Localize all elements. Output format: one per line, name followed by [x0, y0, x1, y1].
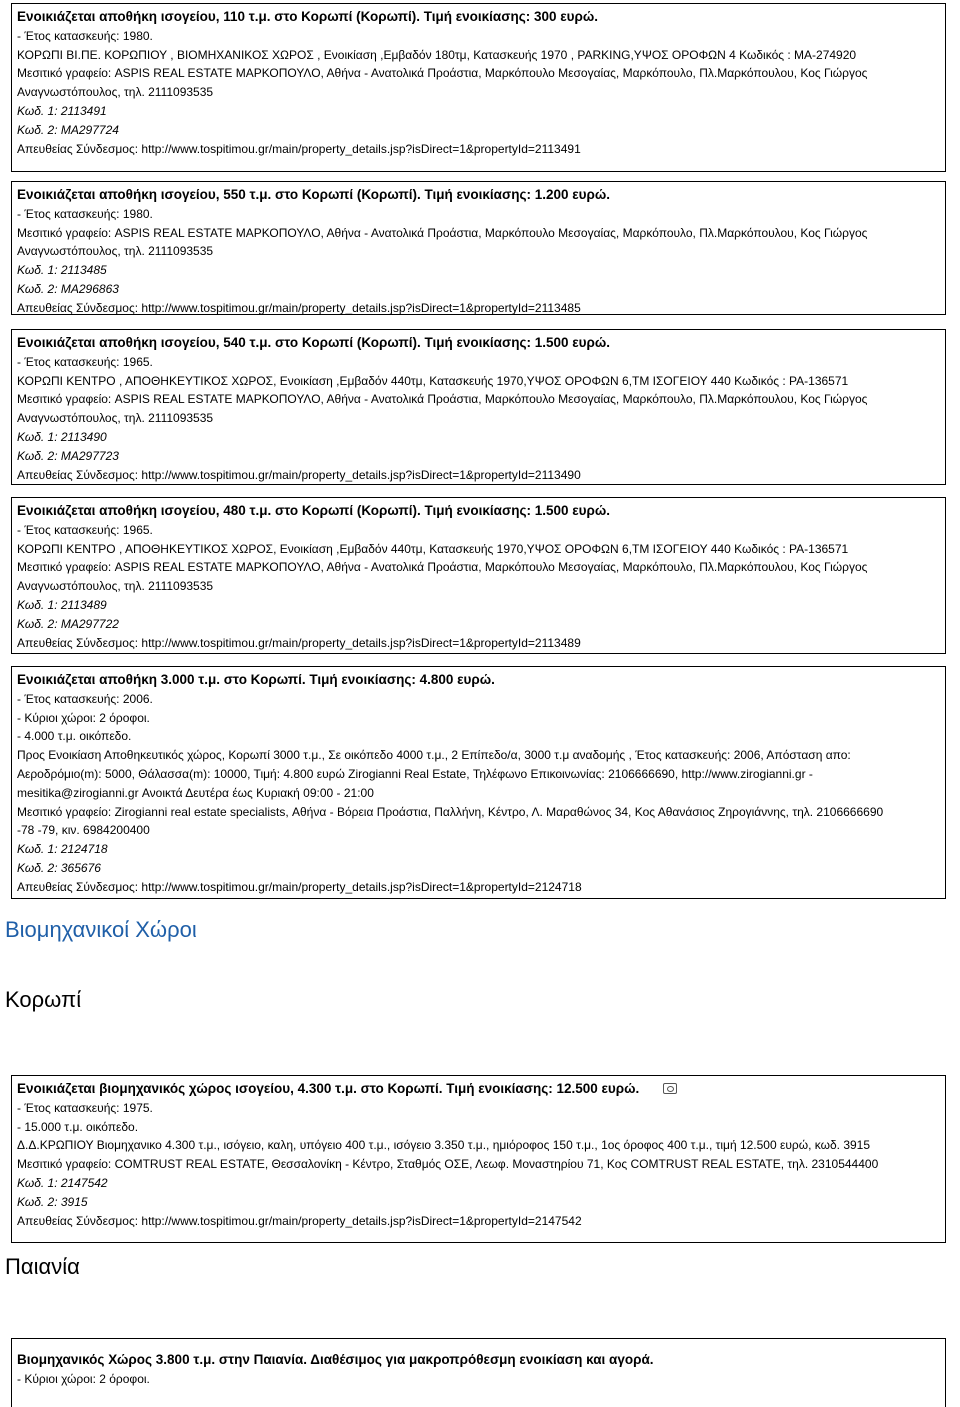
listing-card — [11, 181, 946, 315]
agent-contact: Αναγνωστόπουλος, τηλ. 2111093535 — [17, 85, 214, 100]
listing-card — [11, 1075, 946, 1243]
description-line: Αεροδρόμιο(m): 5000, Θάλασσα(m): 10000, Τιμή: 4.800 ευρώ Zirogianni Real Estate, Τηλέφωνο Επικοινωνίας: 2106666690, http://www.zirogianni.gr - — [17, 766, 813, 781]
direct-link[interactable]: Απευθείας Σύνδεσμος: http://www.tospitimou.gr/main/property_details.jsp?isDirect=1&propertyId=2147542 — [17, 1213, 582, 1228]
section-heading-paiania: Παιανία — [5, 1254, 80, 1279]
listing-title: Ενοικιάζεται αποθήκη ισογείου, 480 τ.μ. στο Κορωπί (Κορωπί). Τιμή ενοικίασης: 1.500 ευρώ. — [17, 503, 611, 518]
direct-link[interactable]: Απευθείας Σύνδεσμος: http://www.tospitimou.gr/main/property_details.jsp?isDirect=1&propertyId=2113491 — [17, 141, 581, 156]
code-1: Κωδ. 1: 2147542 — [17, 1175, 108, 1190]
listing-card — [11, 497, 946, 654]
build-year: - Έτος κατασκευής: 1980. — [17, 206, 153, 221]
listing-card — [11, 329, 946, 485]
code-2: Κωδ. 2: ΜΑ297723 — [17, 448, 119, 463]
description-line: Προς Ενοικίαση Αποθηκευτικός χώρος, Κορωπί 3000 τ.μ., Σε οικόπεδο 4000 τ.μ., 2 Επίπεδο/α, 3000 τ.μ αναδομής , Έτος κατασκευής: 2006, Απόσταση απο: — [17, 748, 851, 763]
agent-info: Μεσιτικό γραφείο: Zirogianni real estate specialists, Αθήνα - Βόρεια Προάστια, Παλλήνη, Κέντρο, Λ. Μαραθώνος 34, Κος Αθανάσιος Ζηρογιάννης, τηλ. 2106666690 — [17, 804, 884, 819]
listing-title: Ενοικιάζεται αποθήκη ισογείου, 540 τ.μ. στο Κορωπί (Κορωπί). Τιμή ενοικίασης: 1.500 ευρώ. — [17, 335, 611, 350]
agent-contact: -78 -79, κιν. 6984200400 — [17, 823, 150, 838]
agent-info: Μεσιτικό γραφείο: ASPIS REAL ESTATE ΜΑΡΚΟΠΟΥΛΟ, Αθήνα - Ανατολικά Προάστια, Μαρκόπουλο Μεσογαίας, Μαρκόπουλο, Πλ.Μαρκόπουλου, Κος Γιώργος — [17, 225, 868, 240]
listing-title: Βιομηχανικός Χώρος 3.800 τ.μ. στην Παιανία. Διαθέσιμος για μακροπρόθεσμη ενοικίαση και αγορά. — [17, 1352, 654, 1367]
agent-info: Μεσιτικό γραφείο: ASPIS REAL ESTATE ΜΑΡΚΟΠΟΥΛΟ, Αθήνα - Ανατολικά Προάστια, Μαρκόπουλο Μεσογαίας, Μαρκόπουλο, Πλ.Μαρκόπουλου, Κος Γιώργος — [17, 66, 868, 81]
agent-info: Μεσιτικό γραφείο: COMTRUST REAL ESTATE, Θεσσαλονίκη - Κέντρο, Σταθμός ΟΣΕ, Λεωφ. Μοναστηρίου 71, Κος COMTRUST REAL ESTATE, τηλ. 2310544400 — [17, 1157, 879, 1172]
code-1: Κωδ. 1: 2113485 — [17, 263, 107, 278]
main-spaces: - Κύριοι χώροι: 2 όροφοι. — [17, 1371, 150, 1386]
code-2: Κωδ. 2: 3915 — [17, 1194, 88, 1209]
description-line: mesitika@zirogianni.gr Ανοικτά Δευτέρα έως Κυριακή 09:00 - 21:00 — [17, 785, 374, 800]
listing-title: Ενοικιάζεται αποθήκη ισογείου, 110 τ.μ. στο Κορωπί (Κορωπί). Τιμή ενοικίασης: 300 ευρώ. — [17, 9, 599, 24]
agent-info: Μεσιτικό γραφείο: ASPIS REAL ESTATE ΜΑΡΚΟΠΟΥΛΟ, Αθήνα - Ανατολικά Προάστια, Μαρκόπουλο Μεσογαίας, Μαρκόπουλο, Πλ.Μαρκόπουλου, Κος Γιώργος — [17, 560, 868, 575]
code-2: Κωδ. 2: ΜΑ296863 — [17, 281, 119, 296]
location-details: ΚΟΡΩΠΙ ΒΙ.ΠΕ. ΚΟΡΩΠΙΟΥ , ΒΙΟΜΗΧΑΝΙΚΟΣ ΧΩΡΟΣ , Ενοικίαση ,Εμβαδόν 180τμ, Κατασκευής 1970 , PARKING,ΥΨΟΣ ΟΡΟΦΩΝ 4 Κωδικός : ΜΑ-274920 — [17, 47, 857, 62]
listing-title: Ενοικιάζεται αποθήκη ισογείου, 550 τ.μ. στο Κορωπί (Κορωπί). Τιμή ενοικίασης: 1.200 ευρώ. — [17, 187, 611, 202]
code-2: Κωδ. 2: ΜΑ297722 — [17, 616, 119, 631]
direct-link[interactable]: Απευθείας Σύνδεσμος: http://www.tospitimou.gr/main/property_details.jsp?isDirect=1&propertyId=2113485 — [17, 300, 581, 315]
code-2: Κωδ. 2: ΜΑ297724 — [17, 122, 119, 137]
build-year: - Έτος κατασκευής: 1965. — [17, 354, 153, 369]
agent-contact: Αναγνωστόπουλος, τηλ. 2111093535 — [17, 244, 214, 259]
listing-card — [11, 1338, 946, 1407]
code-1: Κωδ. 1: 2113489 — [17, 597, 107, 612]
listing-title — [17, 1080, 940, 1099]
code-1: Κωδ. 1: 2124718 — [17, 842, 108, 857]
listing-card — [11, 666, 946, 899]
section-heading-industrial: Βιομηχανικοί Χώροι — [5, 917, 197, 942]
main-spaces: - Κύριοι χώροι: 2 όροφοι. — [17, 710, 150, 725]
plot-size: - 15.000 τ.μ. οικόπεδο. — [17, 1119, 139, 1134]
build-year: - Έτος κατασκευής: 1980. — [17, 28, 153, 43]
code-1: Κωδ. 1: 2113491 — [17, 103, 107, 118]
direct-link[interactable]: Απευθείας Σύνδεσμος: http://www.tospitimou.gr/main/property_details.jsp?isDirect=1&propertyId=2124718 — [17, 879, 582, 894]
agent-contact: Αναγνωστόπουλος, τηλ. 2111093535 — [17, 411, 214, 426]
direct-link[interactable]: Απευθείας Σύνδεσμος: http://www.tospitimou.gr/main/property_details.jsp?isDirect=1&propertyId=2113489 — [17, 635, 581, 650]
plot-size: - 4.000 τ.μ. οικόπεδο. — [17, 729, 132, 744]
section-heading-koropi: Κορωπί — [5, 987, 82, 1012]
code-1: Κωδ. 1: 2113490 — [17, 429, 107, 444]
photo-icon[interactable] — [663, 1083, 677, 1094]
location-details: ΚΟΡΩΠΙ ΚΕΝΤΡΟ , ΑΠΟΘΗΚΕΥΤΙΚΟΣ ΧΩΡΟΣ, Ενοικίαση ,Εμβαδόν 440τμ, Κατασκευής 1970,ΥΨΟΣ ΟΡΟΦΩΝ 6,ΤΜ ΙΣΟΓΕΙΟΥ 440 Κωδικός : ΡΑ-136571 — [17, 541, 849, 556]
listing-card — [11, 3, 946, 172]
description-line: Δ.Δ.ΚΡΩΠΙΟΥ Βιομηχανικο 4.300 τ.μ., ισόγειο, καλη, υπόγειο 400 τ.μ., ισόγειο 3.350 τ.μ., ημιόροφος 150 τ.μ., 1ος όροφος 400 τ.μ., τιμή 12.500 ευρώ, κωδ. 3915 — [17, 1138, 871, 1153]
location-details: ΚΟΡΩΠΙ ΚΕΝΤΡΟ , ΑΠΟΘΗΚΕΥΤΙΚΟΣ ΧΩΡΟΣ, Ενοικίαση ,Εμβαδόν 440τμ, Κατασκευής 1970,ΥΨΟΣ ΟΡΟΦΩΝ 6,ΤΜ ΙΣΟΓΕΙΟΥ 440 Κωδικός : ΡΑ-136571 — [17, 373, 849, 388]
agent-contact: Αναγνωστόπουλος, τηλ. 2111093535 — [17, 579, 214, 594]
build-year: - Έτος κατασκευής: 1965. — [17, 522, 153, 537]
code-2: Κωδ. 2: 365676 — [17, 860, 101, 875]
build-year: - Έτος κατασκευής: 2006. — [17, 691, 153, 706]
listing-title: Ενοικιάζεται αποθήκη 3.000 τ.μ. στο Κορωπί. Τιμή ενοικίασης: 4.800 ευρώ. — [17, 672, 495, 687]
agent-info: Μεσιτικό γραφείο: ASPIS REAL ESTATE ΜΑΡΚΟΠΟΥΛΟ, Αθήνα - Ανατολικά Προάστια, Μαρκόπουλο Μεσογαίας, Μαρκόπουλο, Πλ.Μαρκόπουλου, Κος Γιώργος — [17, 392, 868, 407]
listing-title-text: Ενοικιάζεται βιομηχανικός χώρος ισογείου, 4.300 τ.μ. στο Κορωπί. Τιμή ενοικίασης: 12.500 ευρώ. — [17, 1081, 640, 1096]
build-year: - Έτος κατασκευής: 1975. — [17, 1100, 153, 1115]
direct-link[interactable]: Απευθείας Σύνδεσμος: http://www.tospitimou.gr/main/property_details.jsp?isDirect=1&propertyId=2113490 — [17, 467, 581, 482]
